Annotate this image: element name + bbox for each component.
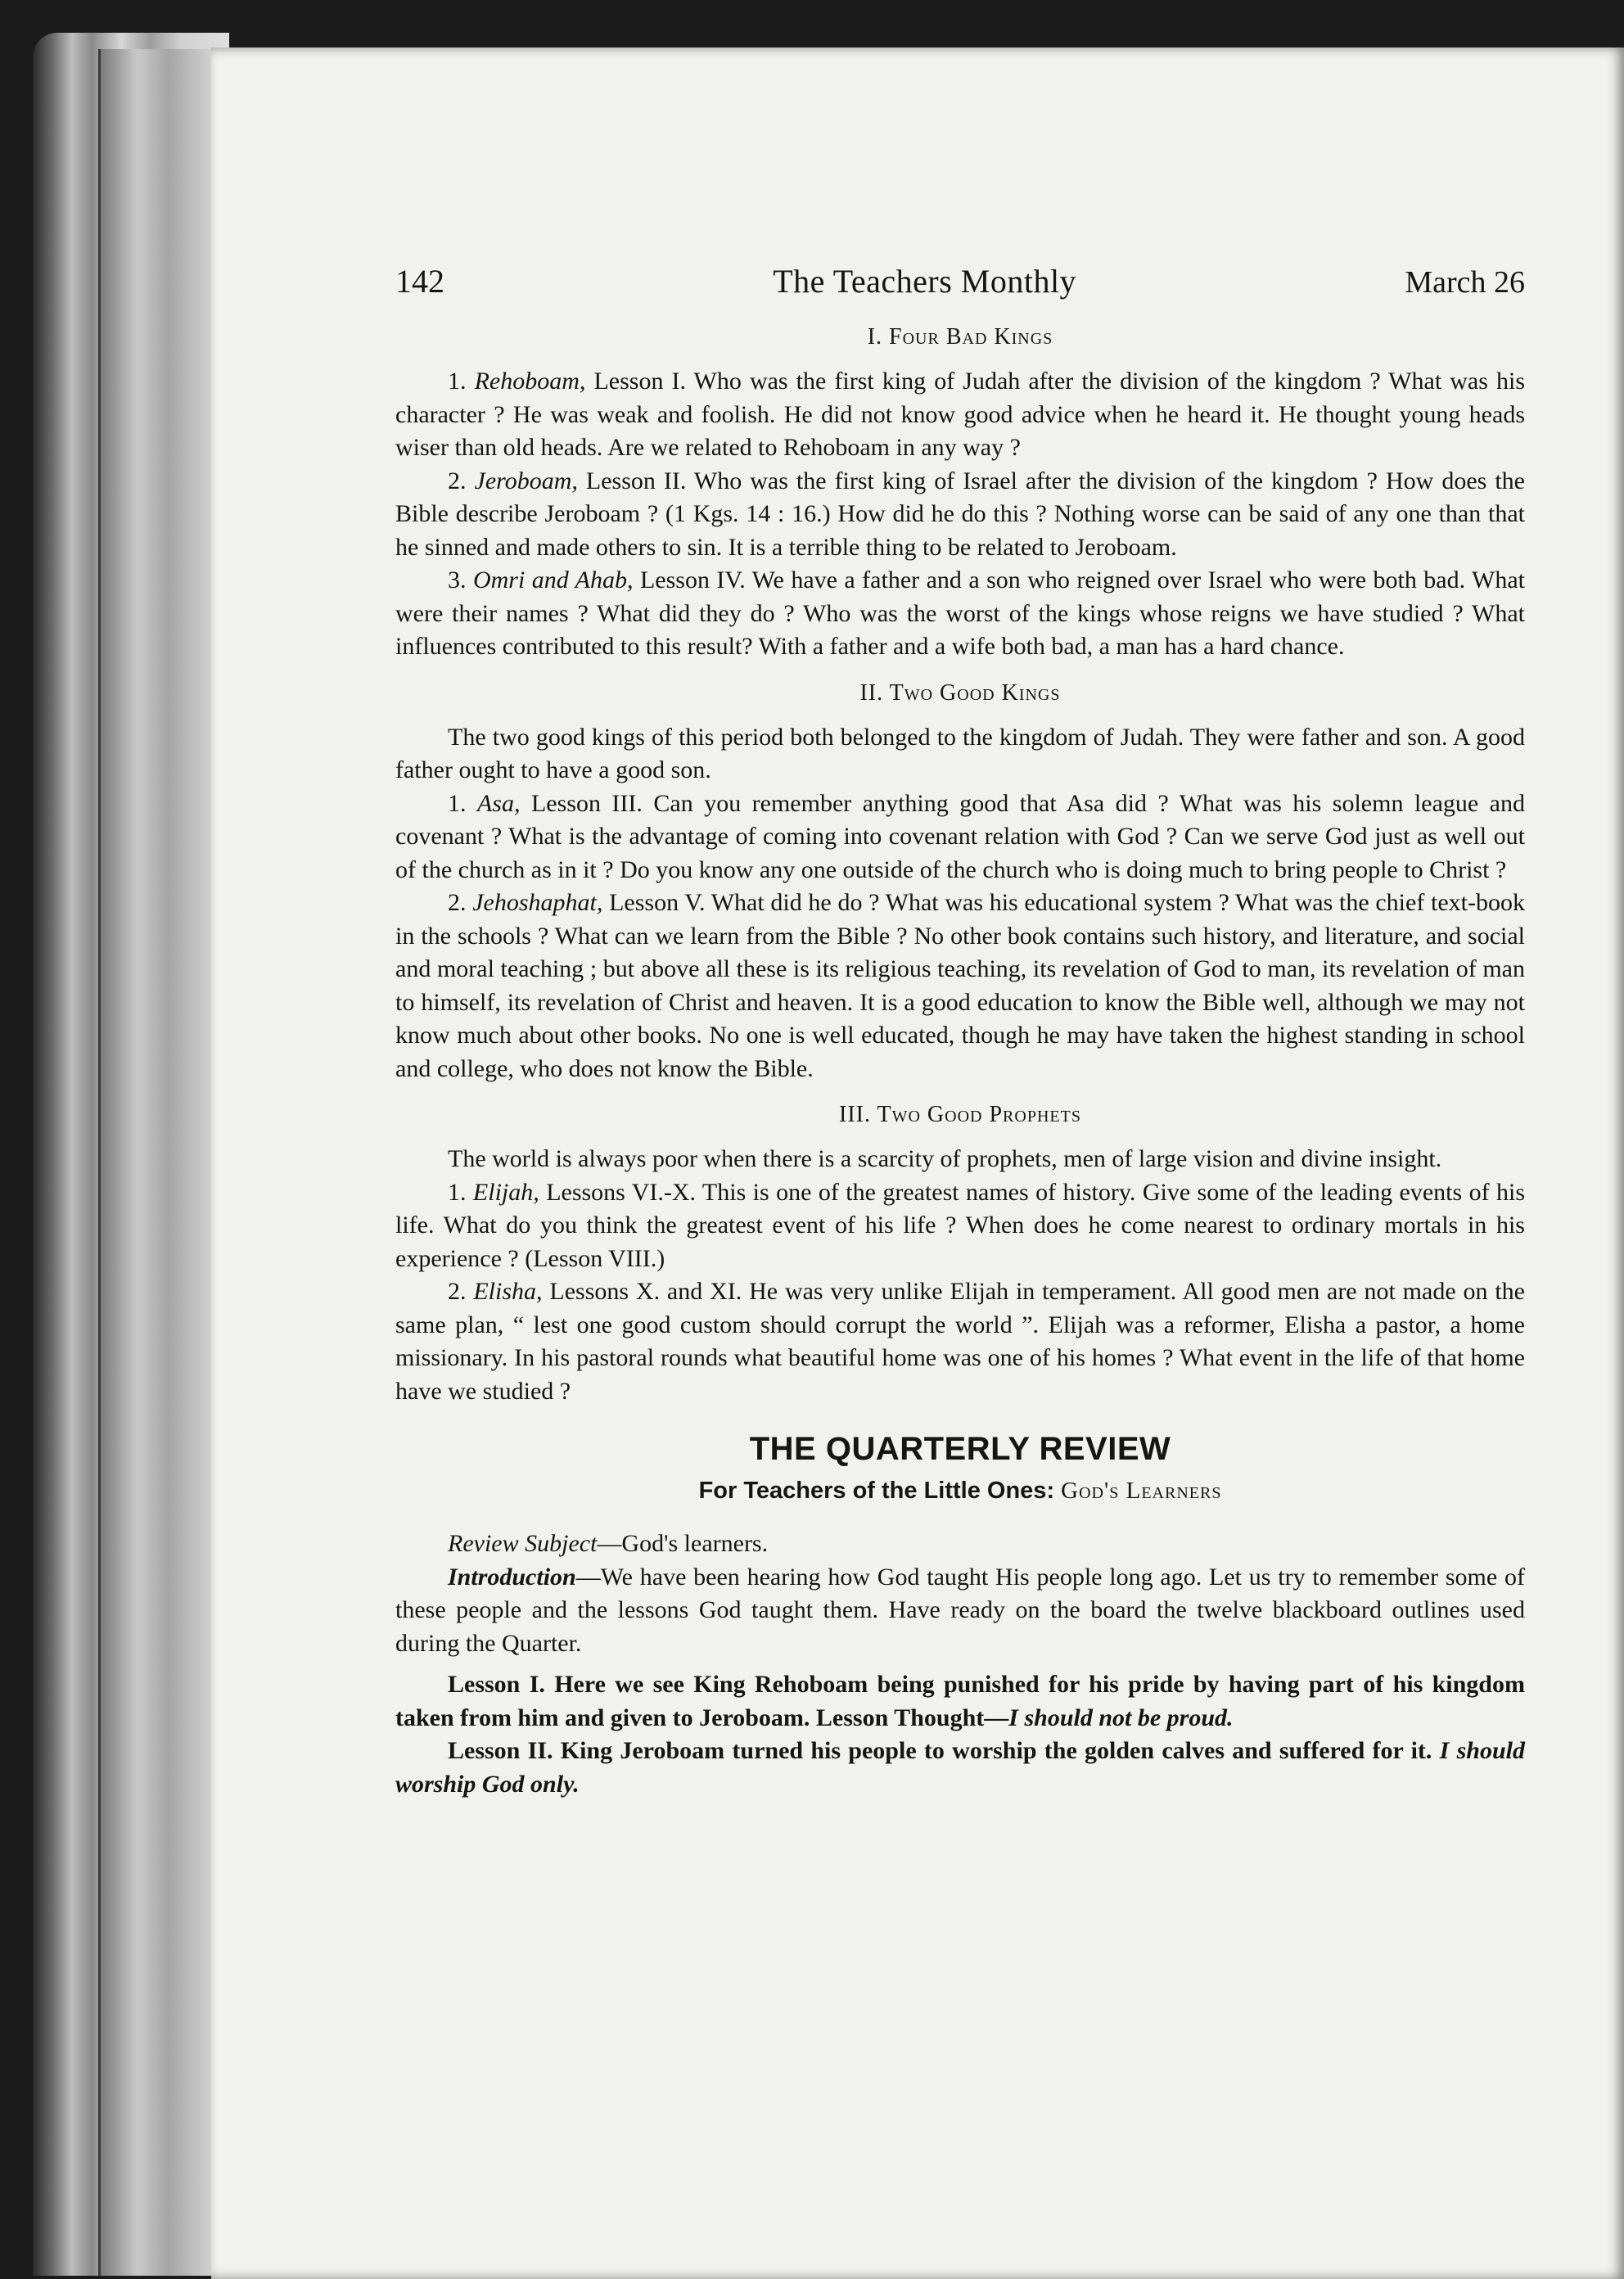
quarterly-review-subtitle [395, 1478, 1525, 1505]
king-name: Jeroboam, [474, 467, 578, 494]
review-subject-text: —God's learners. [597, 1530, 769, 1557]
review-intro-label: Introduction [448, 1563, 576, 1591]
paragraph-jeroboam [395, 465, 1525, 565]
paragraph-good-kings-intro: The two good kings of this period both belonged to the kingdom of Judah. They were father and son. A good father ought to have a good son. [395, 723, 1525, 783]
paragraph-prophets-intro: The world is always poor when there is a scarcity of prophets, men of large vision and divine insight. [448, 1145, 1442, 1172]
page-number: 142 [395, 263, 444, 300]
lesson-label: Lesson II. [448, 1737, 553, 1764]
section-heading-bad-kings: I. Four Bad Kings [867, 324, 1053, 350]
page-stack [98, 49, 223, 2276]
king-name: Asa, [476, 789, 521, 817]
king-name: Jehoshaphat, [472, 889, 603, 916]
section-heading-good-prophets: III. Two Good Prophets [839, 1102, 1081, 1127]
lesson-text: Here we see King Rehoboam being punished for his pride by having part of his kingdom taken from him and given to Jeroboam. Lesson Thought— [395, 1671, 1525, 1731]
paragraph-text: Lesson III. Can you remember anything good that Asa did ? What was his solemn league and covenant ? What is the advantage of coming into covenant relation with God ? Can we serve God just as well out of the church as in it ? Do you know any one outside of the church who is doing much to bring people to Christ ? [395, 789, 1525, 883]
king-name: Omri and Ahab, [472, 566, 634, 593]
lesson-thought: I should not be proud. [1008, 1704, 1234, 1731]
section-heading-good-kings: II. Two Good Kings [859, 679, 1061, 706]
item-number: 1. [448, 789, 467, 817]
paragraph-text: Lesson IV. We have a father and a son who reigned over Israel who were both bad. What were their names ? What did they do ? Who was the worst of the kings whose reigns we have studied ? What influences contributed to this result? With a father and a wife both bad, a man has a hard chance. [395, 566, 1526, 660]
lesson-label: Lesson I. [448, 1671, 545, 1698]
item-number: 3. [448, 566, 467, 593]
review-introduction [395, 1561, 1525, 1661]
paragraph-elijah [395, 1176, 1525, 1276]
review-subject-label: Review Subject [448, 1530, 598, 1557]
review-lesson-2 [395, 1735, 1525, 1801]
subtitle-topic: God's Learners [1061, 1478, 1222, 1504]
review-body [395, 1528, 1525, 1801]
review-intro-text: —We have been hearing how God taught His people long ago. Let us try to remember some of these people and the lessons God taught them. Have ready on the board the twelve blackboard outlines used during the Quarter. [395, 1563, 1525, 1657]
paragraph-text: Lessons VI.-X. This is one of the greatest names of history. Give some of the leading events of his life. What do you think the greatest event of his life ? When does he come nearest to ordinary mortals in his experience ? (Lesson VIII.) [395, 1178, 1525, 1272]
item-number: 2. [448, 467, 467, 494]
paragraph-asa [395, 787, 1525, 887]
item-number: 2. [448, 1278, 467, 1305]
publication-title: The Teachers Monthly [773, 263, 1077, 300]
paragraph-jehoshaphat [395, 887, 1525, 1085]
paragraph-text: Lesson II. Who was the first king of Israel after the division of the kingdom ? How does the Bible describe Jeroboam ? (1 Kgs. 14 : 16.) How did he do this ? Nothing worse can be said of any one than that he sinned and made others to sin. It is a terrible thing to be related to Jeroboam. [395, 467, 1526, 561]
paragraph-omri-ahab [395, 564, 1525, 664]
quarterly-review-title: THE QUARTERLY REVIEW [749, 1431, 1171, 1467]
prophet-name: Elisha, [473, 1278, 543, 1305]
lesson-text: King Jeroboam turned his people to worship the golden calves and suffered for it. [553, 1737, 1440, 1764]
paragraph-text: Lesson I. Who was the first king of Judah after the division of the kingdom ? What was his character ? He was weak and foolish. He did not know good advice when he heard it. He thought young heads wiser than old heads. Are we related to Rehoboam in any way ? [395, 368, 1525, 461]
item-number: 2. [448, 889, 467, 916]
running-head [395, 262, 1525, 314]
paragraph-elisha [395, 1275, 1525, 1408]
item-number: 1. [448, 1178, 467, 1206]
prophet-name: Elijah, [472, 1178, 539, 1206]
lesson-thought: I should worship God only. [395, 1737, 1525, 1798]
issue-date: March 26 [1405, 265, 1525, 300]
review-lesson-1 [395, 1668, 1525, 1735]
paragraph-text: Lesson V. What did he do ? What was his educational system ? What was the chief text-book in the schools ? What can we learn from the Bible ? No other book contains such history, and literature, and social and moral teaching ; but above all these is its religious teaching, its revelation of God to man, its revelation of man to himself, its revelation of Christ and heaven. It is a good education to know the Bible well, although we may not know much about other books. No one is well educated, though he may have taken the highest standing in school and college, who does not know the Bible. [395, 889, 1525, 1082]
king-name: Rehoboam, [474, 368, 586, 395]
item-number: 1. [448, 368, 467, 395]
subtitle-audience: For Teachers of the Little Ones: [698, 1478, 1055, 1504]
page-content [395, 262, 1525, 1801]
review-subject [395, 1528, 1525, 1561]
paragraph-text: Lessons X. and XI. He was very unlike Elijah in temperament. All good men are not made on the same plan, “ lest one good custom should corrupt the world ”. Elijah was a reformer, Elisha a pastor, a home missionary. In his pastoral rounds what beautiful home was one of his homes ? What event in the life of that home have we studied ? [395, 1278, 1526, 1405]
paragraph-rehoboam [395, 365, 1525, 465]
